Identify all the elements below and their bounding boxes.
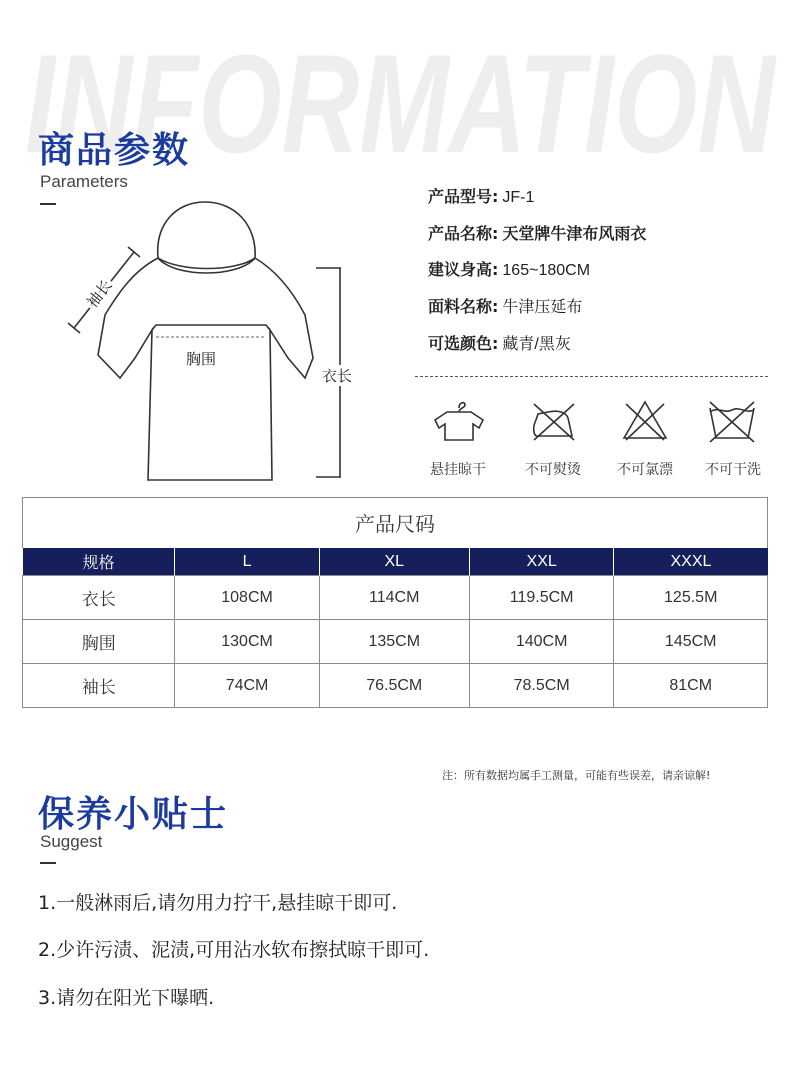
coat-outline: [98, 258, 313, 480]
watermark-text: INFORMATION: [25, 40, 778, 170]
size-cell: 114CM: [319, 576, 469, 620]
measurement-note: 注：所有数据均属手工测量，可能有些误差，请亲谅解!: [442, 769, 711, 782]
params-divider: [40, 203, 56, 205]
table-row: [23, 664, 768, 708]
sleeve-length-label: 袖长: [80, 274, 117, 314]
param-row: [428, 221, 646, 244]
param-key: 产品名称:: [428, 224, 499, 243]
care-label: 不可干洗: [705, 462, 761, 478]
tip-item: 1.一般淋雨后,请勿用力拧干,悬挂晾干即可.: [38, 892, 398, 914]
size-header-cell: L: [175, 548, 319, 576]
care-label: 悬挂晾干: [430, 462, 486, 478]
params-subtitle: Parameters: [40, 172, 128, 191]
size-cell: 108CM: [175, 576, 319, 620]
size-cell: 125.5M: [614, 576, 768, 620]
size-cell: 78.5CM: [469, 664, 614, 708]
param-row: [428, 331, 571, 354]
param-row: [428, 294, 582, 317]
raincoat-diagram: [60, 190, 370, 490]
size-cell: 76.5CM: [319, 664, 469, 708]
param-value: 165~180CM: [502, 262, 591, 279]
param-key: 建议身高:: [428, 260, 499, 279]
param-key: 可选颜色:: [428, 334, 499, 353]
param-key: 面料名称:: [428, 297, 499, 316]
param-value: 藏青/黑灰: [502, 336, 571, 353]
hood-outline: [158, 202, 255, 269]
no-bleach-icon: [620, 398, 670, 444]
no-iron-icon: [528, 398, 578, 444]
size-header-cell: XL: [319, 548, 469, 576]
size-cell: 130CM: [175, 620, 319, 664]
size-cell: 145CM: [614, 620, 768, 664]
care-label: 不可熨烫: [525, 462, 581, 478]
chest-label: 胸围: [186, 350, 217, 368]
size-header-cell: XXXL: [614, 548, 768, 576]
no-wash-icon: [706, 398, 758, 444]
table-row: [23, 620, 768, 664]
size-cell: 119.5CM: [469, 576, 614, 620]
size-row-label: 袖长: [23, 664, 175, 708]
param-value: 牛津压延布: [502, 299, 583, 316]
size-table: [22, 548, 768, 708]
param-row: [428, 184, 534, 207]
tip-item: 2.少许污渍、泥渍,可用沾水软布擦拭晾干即可.: [38, 939, 430, 961]
tips-subtitle: Suggest: [40, 832, 103, 851]
tips-divider: [40, 862, 56, 864]
size-header-cell: 规格: [23, 548, 175, 576]
params-divider-dashed: [415, 376, 768, 377]
tip-item: 3.请勿在阳光下曝晒.: [38, 987, 215, 1009]
param-row: [428, 257, 590, 280]
param-value: 天堂牌牛津布风雨衣: [502, 226, 647, 243]
size-cell: 140CM: [469, 620, 614, 664]
hang-dry-icon: [433, 398, 485, 444]
size-header-cell: XXL: [469, 548, 614, 576]
care-label: 不可氯漂: [617, 462, 673, 478]
size-row-label: 衣长: [23, 576, 175, 620]
size-cell: 135CM: [319, 620, 469, 664]
tips-title: 保养小贴士: [38, 794, 229, 835]
param-key: 产品型号:: [428, 187, 499, 206]
param-value: JF-1: [502, 189, 535, 206]
size-row-label: 胸围: [23, 620, 175, 664]
table-row: [23, 576, 768, 620]
size-cell: 74CM: [175, 664, 319, 708]
size-cell: 81CM: [614, 664, 768, 708]
length-label: 衣长: [322, 367, 353, 385]
size-table-title: 产品尺码: [355, 512, 435, 536]
params-title: 商品参数: [38, 130, 191, 171]
